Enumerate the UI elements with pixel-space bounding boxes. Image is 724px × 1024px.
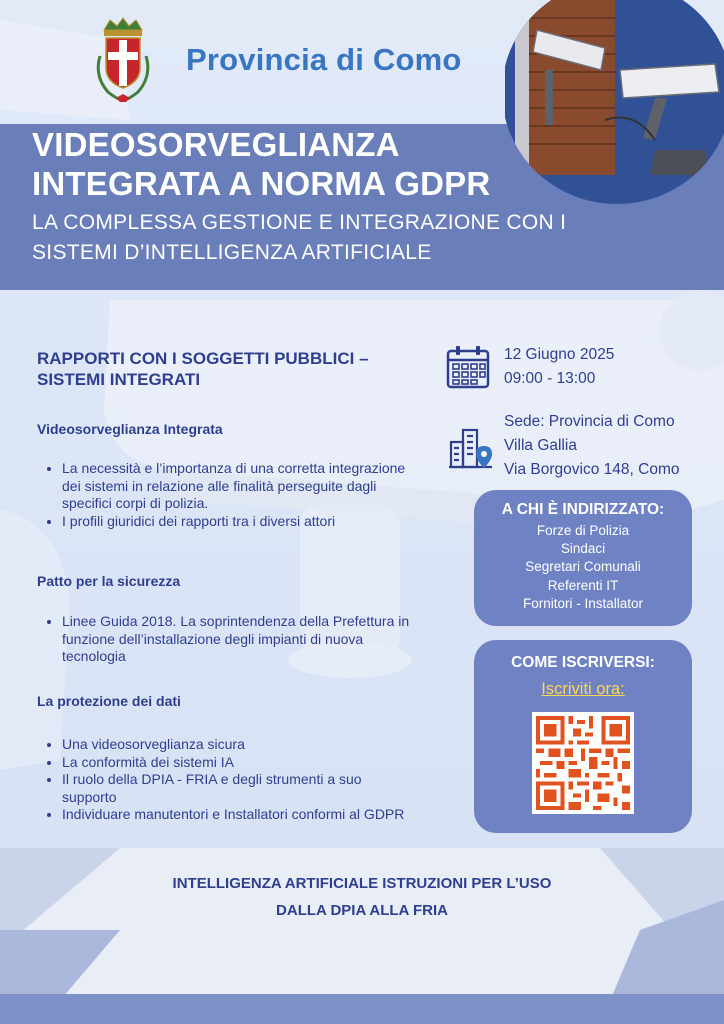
list-item: • Una videosorveglianza sicura xyxy=(62,736,412,754)
signup-link[interactable]: Iscriviti ora: xyxy=(541,680,625,698)
building-location-icon xyxy=(448,424,494,470)
qr-code-icon[interactable] xyxy=(532,712,634,814)
bullet-list-patto xyxy=(46,613,412,666)
provincia-coat-of-arms-icon xyxy=(90,16,156,104)
venue-line-2: Villa Gallia xyxy=(504,437,577,454)
audience-title: A CHI È INDIRIZZATO: xyxy=(501,501,665,518)
surveillance-camera-photo xyxy=(505,0,724,205)
list-item: Forze di Polizia xyxy=(536,523,630,538)
section-title-line-2: SISTEMI INTEGRATI xyxy=(37,370,201,389)
event-datetime xyxy=(504,343,614,391)
heading-videosorveglianza-integrata: Videosorveglianza Integrata xyxy=(37,421,223,437)
list-item: Referenti IT xyxy=(547,577,619,593)
list-item: Sindaci xyxy=(560,541,606,557)
audience-card xyxy=(474,490,692,626)
footer-line-1: INTELLIGENZA ARTIFICIALE ISTRUZIONI PER L’USO xyxy=(172,875,552,892)
event-date: 12 Giugno 2025 xyxy=(504,346,615,363)
event-time: 09:00 - 13:00 xyxy=(504,370,596,387)
org-name: Provincia di Como xyxy=(186,42,462,77)
title-line-1: VIDEOSORVEGLIANZA xyxy=(32,126,400,163)
list-item: • La necessità e l’importanza di una corretta integrazione dei sistemi in relazione alle finalità perseguite dagli specifici corpi di polizia. xyxy=(62,460,412,513)
calendar-icon xyxy=(446,344,490,390)
list-item: • La conformità dei sistemi IA xyxy=(62,754,412,772)
signup-title: COME ISCRIVERSI: xyxy=(511,654,655,671)
list-item: Fornitori - Installator xyxy=(522,595,644,611)
bullet-list-videosorveglianza xyxy=(46,460,412,530)
audience-list xyxy=(474,522,692,613)
event-venue xyxy=(504,410,679,482)
heading-protezione-dati: La protezione dei dati xyxy=(37,693,181,709)
venue-line-1: Sede: Provincia di Como xyxy=(504,413,675,430)
title-line-2: INTEGRATA A NORMA GDPR xyxy=(32,165,491,202)
list-item: • I profili giuridici dei rapporti tra i diversi attori xyxy=(62,513,412,531)
list-item: • Linee Guida 2018. La soprintendenza della Prefettura in funzione dell’installazione degli impianti di nuova tecnologia xyxy=(62,613,412,666)
subtitle-line-2: SISTEMI D’INTELLIGENZA ARTIFICIALE xyxy=(32,241,432,264)
list-item: • Individuare manutentori e Installatori conformi al GDPR xyxy=(62,806,412,824)
venue-line-3: Via Borgovico 148, Como xyxy=(504,461,680,478)
heading-patto-sicurezza: Patto per la sicurezza xyxy=(37,573,181,589)
footer-line-2: DALLA DPIA ALLA FRIA xyxy=(276,902,448,919)
list-item: • Il ruolo della DPIA - FRIA e degli strumenti a suo supporto xyxy=(62,771,412,806)
subtitle-line-1: LA COMPLESSA GESTIONE E INTEGRAZIONE CON I xyxy=(32,211,567,234)
signup-card xyxy=(474,640,692,833)
section-title xyxy=(37,348,417,390)
section-title-line-1: RAPPORTI CON I SOGGETTI PUBBLICI – xyxy=(37,349,369,368)
bullet-list-protezione xyxy=(46,736,412,824)
list-item: Segretari Comunali xyxy=(525,559,641,575)
